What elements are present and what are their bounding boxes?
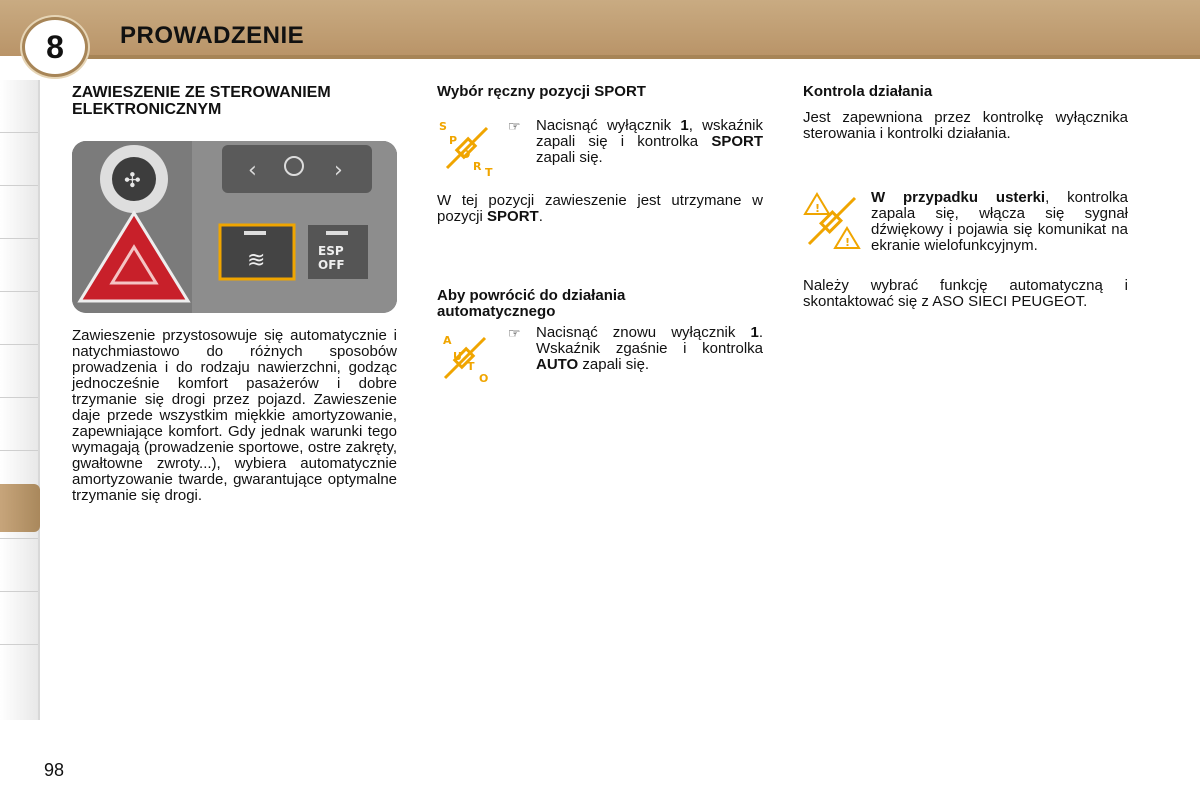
svg-text:OFF: OFF	[318, 258, 345, 272]
tab-divider	[0, 591, 38, 592]
tab-divider	[0, 644, 38, 645]
sport-instruction	[508, 118, 763, 166]
text-run: zapali się.	[536, 149, 603, 166]
sport-keyword: SPORT	[711, 133, 763, 150]
svg-text:‹: ‹	[248, 158, 257, 183]
text-run: , kontrolka zapala się, włącza się sygnał dźwiękowy i pojawia się komunikat na ekranie wielofunkcyjnym.	[871, 189, 1128, 254]
auto-keyword: AUTO	[536, 356, 579, 373]
suspension-fault-icon	[803, 192, 861, 250]
switch-number: 1	[750, 324, 759, 341]
header-rule	[60, 55, 1200, 59]
auto-instruction	[508, 325, 763, 373]
text-run: .	[538, 208, 543, 225]
advice-paragraph	[803, 278, 1128, 310]
section-heading: Kontrola działania	[803, 83, 933, 100]
svg-text:T: T	[485, 166, 493, 178]
heading-line: Aby powrócić do działania	[437, 287, 626, 304]
column-1-body	[72, 328, 397, 504]
tab-divider	[0, 132, 38, 133]
pointing-hand-icon: ☞	[508, 118, 521, 134]
tab-divider	[0, 450, 38, 451]
text-run: W tej pozycji zawieszenie jest utrzymane w pozycji	[437, 192, 763, 225]
pointing-hand-icon: ☞	[508, 325, 521, 341]
sport-instruction-text	[536, 118, 763, 166]
fault-text	[871, 190, 1128, 254]
auto-mode-icon	[437, 330, 493, 386]
list-item	[508, 118, 763, 166]
sport-mode-icon	[437, 118, 497, 178]
section-heading	[72, 84, 397, 118]
svg-text:O: O	[479, 372, 489, 385]
esp-off-button-icon	[308, 225, 368, 279]
auto-instruction-text	[536, 325, 763, 373]
heading-line: automatycznego	[437, 303, 556, 320]
text-run: . Wskaźnik zgaśnie i kontrolka	[536, 324, 763, 357]
column-1	[72, 84, 397, 118]
chapter-number: 8	[46, 28, 64, 65]
heading-line: ZAWIESZENIE ZE STEROWANIEM	[72, 84, 331, 101]
tab-divider	[0, 538, 38, 539]
body-paragraph: Jest zapewniona przez kontrolkę wyłącznika sterowania i kontrolki działania.	[803, 109, 1128, 142]
svg-text:›: ›	[334, 158, 343, 183]
svg-text:U: U	[453, 350, 462, 363]
svg-text:≋: ≋	[247, 248, 266, 273]
svg-text:T: T	[467, 360, 475, 373]
heading-line: ELEKTRONICZNYM	[72, 101, 222, 118]
section-heading	[437, 288, 763, 320]
svg-text:✣: ✣	[124, 168, 141, 192]
fault-paragraph	[871, 190, 1128, 254]
column-3	[803, 84, 1128, 142]
column-2	[437, 84, 763, 100]
svg-text:A: A	[443, 334, 452, 347]
switch-number: 1	[680, 117, 689, 134]
text-run: Nacisnąć wyłącznik	[536, 117, 681, 134]
tab-divider	[0, 397, 38, 398]
svg-text:P: P	[449, 134, 458, 147]
chapter-tab-strip	[0, 80, 40, 720]
fault-keyword: W przypadku usterki	[871, 189, 1046, 206]
suspension-button-icon	[220, 225, 294, 279]
section-heading: Wybór ręczny pozycji SPORT	[437, 83, 646, 100]
svg-text:R: R	[473, 160, 482, 173]
tab-divider	[0, 185, 38, 186]
body-paragraph: Należy wybrać funkcję automatyczną i skontaktować się z ASO SIECI PEUGEOT.	[803, 277, 1128, 310]
tab-active-chapter[interactable]	[0, 484, 40, 532]
sport-paragraph	[437, 193, 763, 225]
page-title: PROWADZENIE	[120, 22, 305, 49]
tab-divider	[0, 291, 38, 292]
auto-section	[437, 288, 763, 320]
svg-text:ESP: ESP	[318, 244, 344, 258]
sport-keyword: SPORT	[487, 208, 539, 225]
vent-control-panel-icon	[222, 145, 372, 193]
svg-text:O: O	[461, 148, 471, 161]
text-run: Nacisnąć znowu wyłącznik	[536, 324, 751, 341]
svg-text:!: !	[845, 236, 851, 249]
svg-text:S: S	[439, 120, 447, 133]
text-run: , wskaźnik zapali się i kontrolka	[536, 117, 764, 150]
body-paragraph: Zawieszenie przystosowuje się automatycznie i natychmiastowo do różnych sposobów prowadzenia i do rodzaju nawierzchni, godząc jednocześnie komfort pasażerów i dobre trzymanie się drogi przez pojazd. Zawieszenie daje przede wszystkim miękkie amortyzowanie, zapewniające komfort. Gdy jednak warunki tego wymagają (prowadzenie sportowe, ostre zakręty, gwałtowne zwroty...), wybiera automatycznie amortyzowanie twarde, gwarantujące optymalne trzymanie się drogi.	[72, 327, 397, 504]
svg-text:!: !	[815, 202, 821, 215]
chapter-badge	[22, 17, 88, 77]
page-number: 98	[44, 760, 65, 780]
tab-divider	[0, 238, 38, 239]
list-item	[508, 325, 763, 373]
fan-icon	[100, 145, 168, 213]
body-paragraph	[437, 193, 763, 225]
text-run: zapali się.	[578, 356, 650, 373]
tab-divider	[0, 344, 38, 345]
dashboard-photo	[72, 141, 397, 313]
